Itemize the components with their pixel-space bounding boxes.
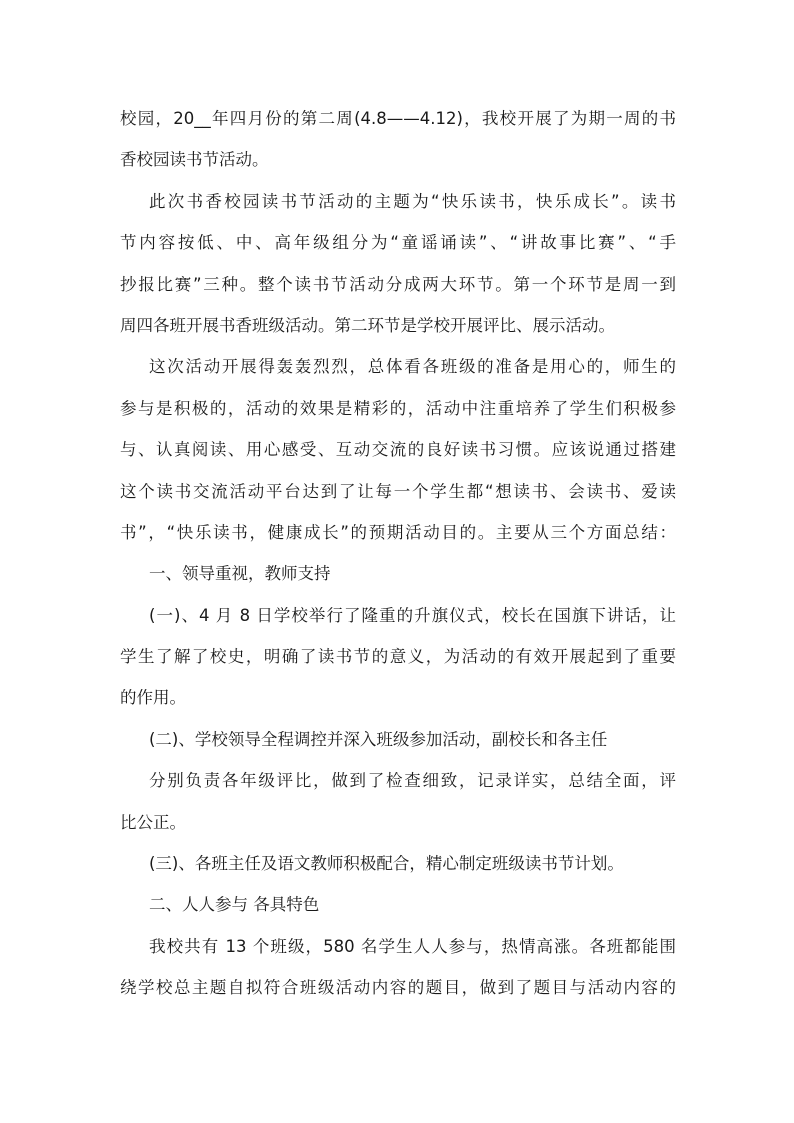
text-line-14: 学生了解了校史，明确了读书节的意义，为活动的有效开展起到了重要 — [120, 647, 676, 667]
text-line-4: 节内容按低、中、高年级组分为“童谣诵读”、“讲故事比赛”、“手 — [120, 233, 676, 253]
text-line-7: 这次活动开展得轰轰烈烈，总体看各班级的准备是用心的，师生的 — [149, 357, 676, 377]
text-line-13: (一)、4 月 8 日学校举行了隆重的升旗仪式，校长在国旗下讲话，让 — [149, 605, 676, 625]
text-line-16: (二)、学校领导全程调控并深入班级参加活动，副校长和各主任 — [149, 729, 608, 749]
text-line-2: 香校园读书节活动。 — [120, 150, 269, 170]
text-line-10: 这个读书交流活动平台达到了让每一个学生都“想读书、会读书、爱读 — [120, 481, 676, 501]
text-line-5: 抄报比赛”三种。整个读书节活动分成两大环节。第一个环节是周一到 — [120, 274, 676, 294]
text-line-22: 绕学校总主题自拟符合班级活动内容的题目，做到了题目与活动内容的 — [120, 978, 676, 998]
text-line-3: 此次书香校园读书节活动的主题为“快乐读书，快乐成长”。读书 — [149, 191, 676, 211]
text-line-8: 参与是积极的，活动的效果是精彩的，活动中注重培养了学生们积极参 — [120, 398, 676, 418]
text-line-1: 校园，20__年四月份的第二周(4.8——4.12)，我校开展了为期一周的书 — [120, 109, 676, 128]
text-line-11: 书”，“快乐读书，健康成长”的预期活动目的。主要从三个方面总结： — [120, 522, 676, 542]
text-line-9: 与、认真阅读、用心感受、互动交流的良好读书习惯。应该说通过搭建 — [120, 440, 676, 460]
section-heading-1: 一、领导重视，教师支持 — [149, 564, 331, 584]
section-heading-2: 二、人人参与 各具特色 — [149, 895, 320, 915]
document-body — [120, 98, 676, 1009]
text-line-19: (三)、各班主任及语文教师积极配合，精心制定班级读书节计划。 — [149, 854, 624, 874]
text-line-18: 比公正。 — [120, 812, 186, 832]
text-line-21: 我校共有 13 个班级，580 名学生人人参与，热情高涨。各班都能围 — [149, 936, 676, 956]
text-line-17: 分别负责各年级评比，做到了检查细致，记录详实，总结全面，评 — [149, 771, 676, 791]
text-line-6: 周四各班开展书香班级活动。第二环节是学校开展评比、展示活动。 — [120, 315, 615, 335]
text-line-15: 的作用。 — [120, 688, 186, 708]
